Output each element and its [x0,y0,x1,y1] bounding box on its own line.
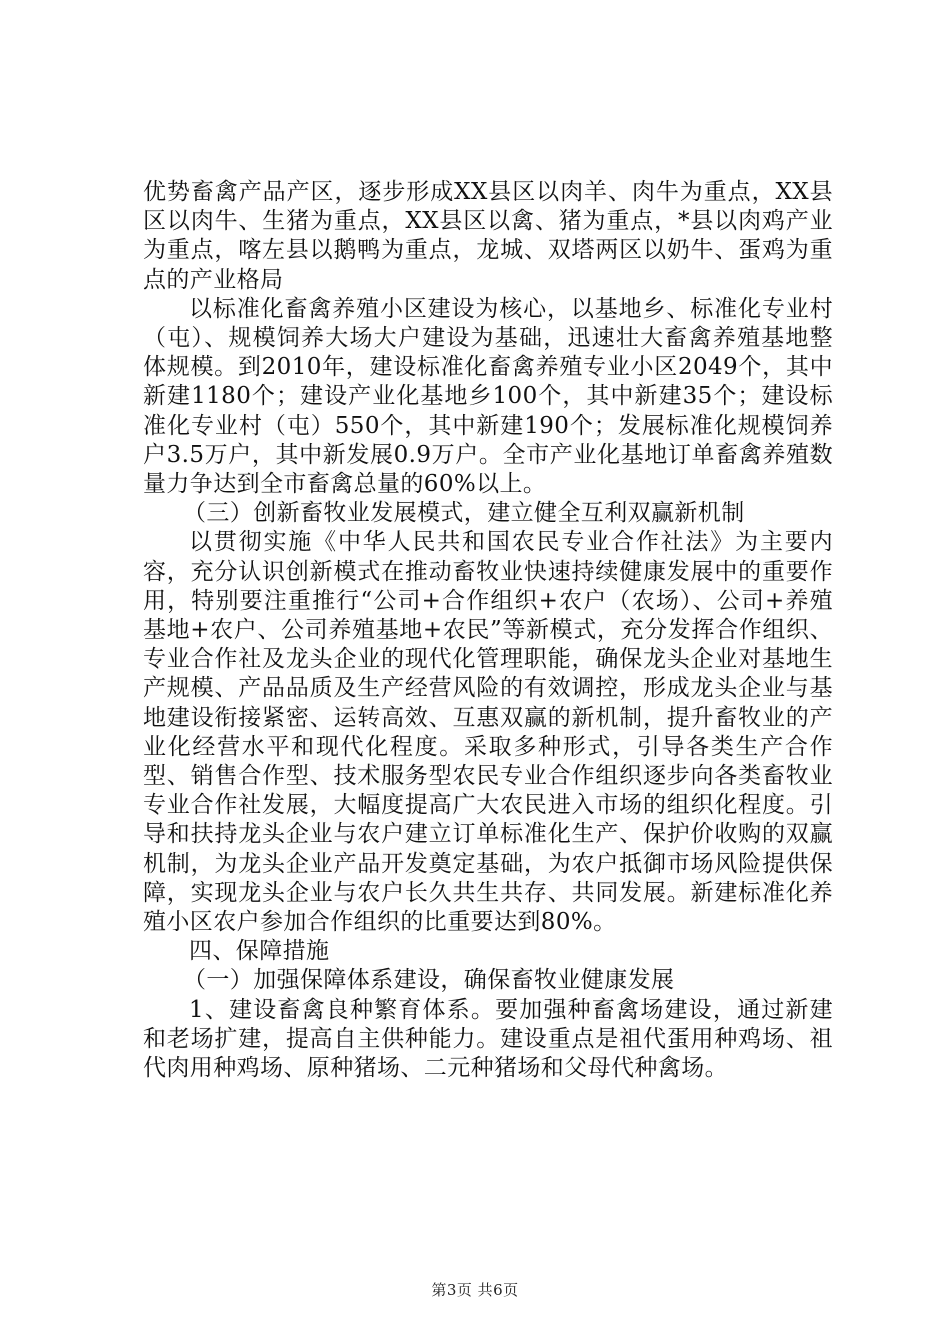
paragraph-production-areas: 优势畜禽产品产区，逐步形成XX县区以肉羊、肉牛为重点，XX县区以肉牛、生猪为重点，XX县区以禽、猪为重点，*县以肉鸡产业为重点，喀左县以鹅鸭为重点，龙城、双塔两区以奶牛、蛋鸡为重点的产业格局 [143,179,833,293]
page-footer: 第3页 共6页 [431,1281,519,1299]
section-heading-safeguards: 四、保障措施 [189,938,330,965]
section-heading-innovation-model: （三）创新畜牧业发展模式，建立健全互利双赢新机制 [183,500,745,527]
paragraph-cooperative-model: 以贯彻实施《中华人民共和国农民专业合作社法》为主要内容，充分认识创新模式在推动畜牧业快速持续健康发展中的重要作用，特别要注重推行“公司+合作组织+农户（农场）、公司+养殖基地+农户、公司养殖基地+农民”等新模式，充分发挥合作组织、专业合作社及龙头企业的现代化管理职能，确保龙头企业对基地生产规模、产品品质及生产经营风险的有效调控，形成龙头企业与基地建设衔接紧密、运转高效、互惠双赢的新机制，提升畜牧业的产业化经营水平和现代化程度。采取多种形式，引导各类生产合作型、销售合作型、技术服务型农民专业合作组织逐步向各类畜牧业专业合作社发展，大幅度提高广大农民进入市场的组织化程度。引导和扶持龙头企业与农户建立订单标准化生产、保护价收购的双赢机制，为龙头企业产品开发奠定基础，为农户抵御市场风险提供保障，实现龙头企业与农户长久共生共存、共同发展。新建标准化养殖小区农户参加合作组织的比重要达到80%。 [143,529,833,936]
paragraph-breeding-base-scale: 以标准化畜禽养殖小区建设为核心，以基地乡、标准化专业村（屯）、规模饲养大场大户建设为基础，迅速壮大畜禽养殖基地整体规模。到2010年，建设标准化畜禽养殖专业小区2049个，其中新建1180个；建设产业化基地乡100个，其中新建35个；建设标准化专业村（屯）550个，其中新建190个；发展标准化规模饲养户3.5万户，其中新发展0.9万户。全市产业化基地订单畜禽养殖数量力争达到全市畜禽总量的60%以上。 [143,295,833,498]
document-body [143,178,833,1083]
subsection-heading-support-system: （一）加强保障体系建设，确保畜牧业健康发展 [183,967,675,994]
paragraph-breeding-system: 1、建设畜禽良种繁育体系。要加强种畜禽场建设，通过新建和老场扩建，提高自主供种能力。建设重点是祖代蛋用种鸡场、祖代肉用种鸡场、原种猪场、二元种猪场和父母代种禽场。 [143,996,833,1082]
